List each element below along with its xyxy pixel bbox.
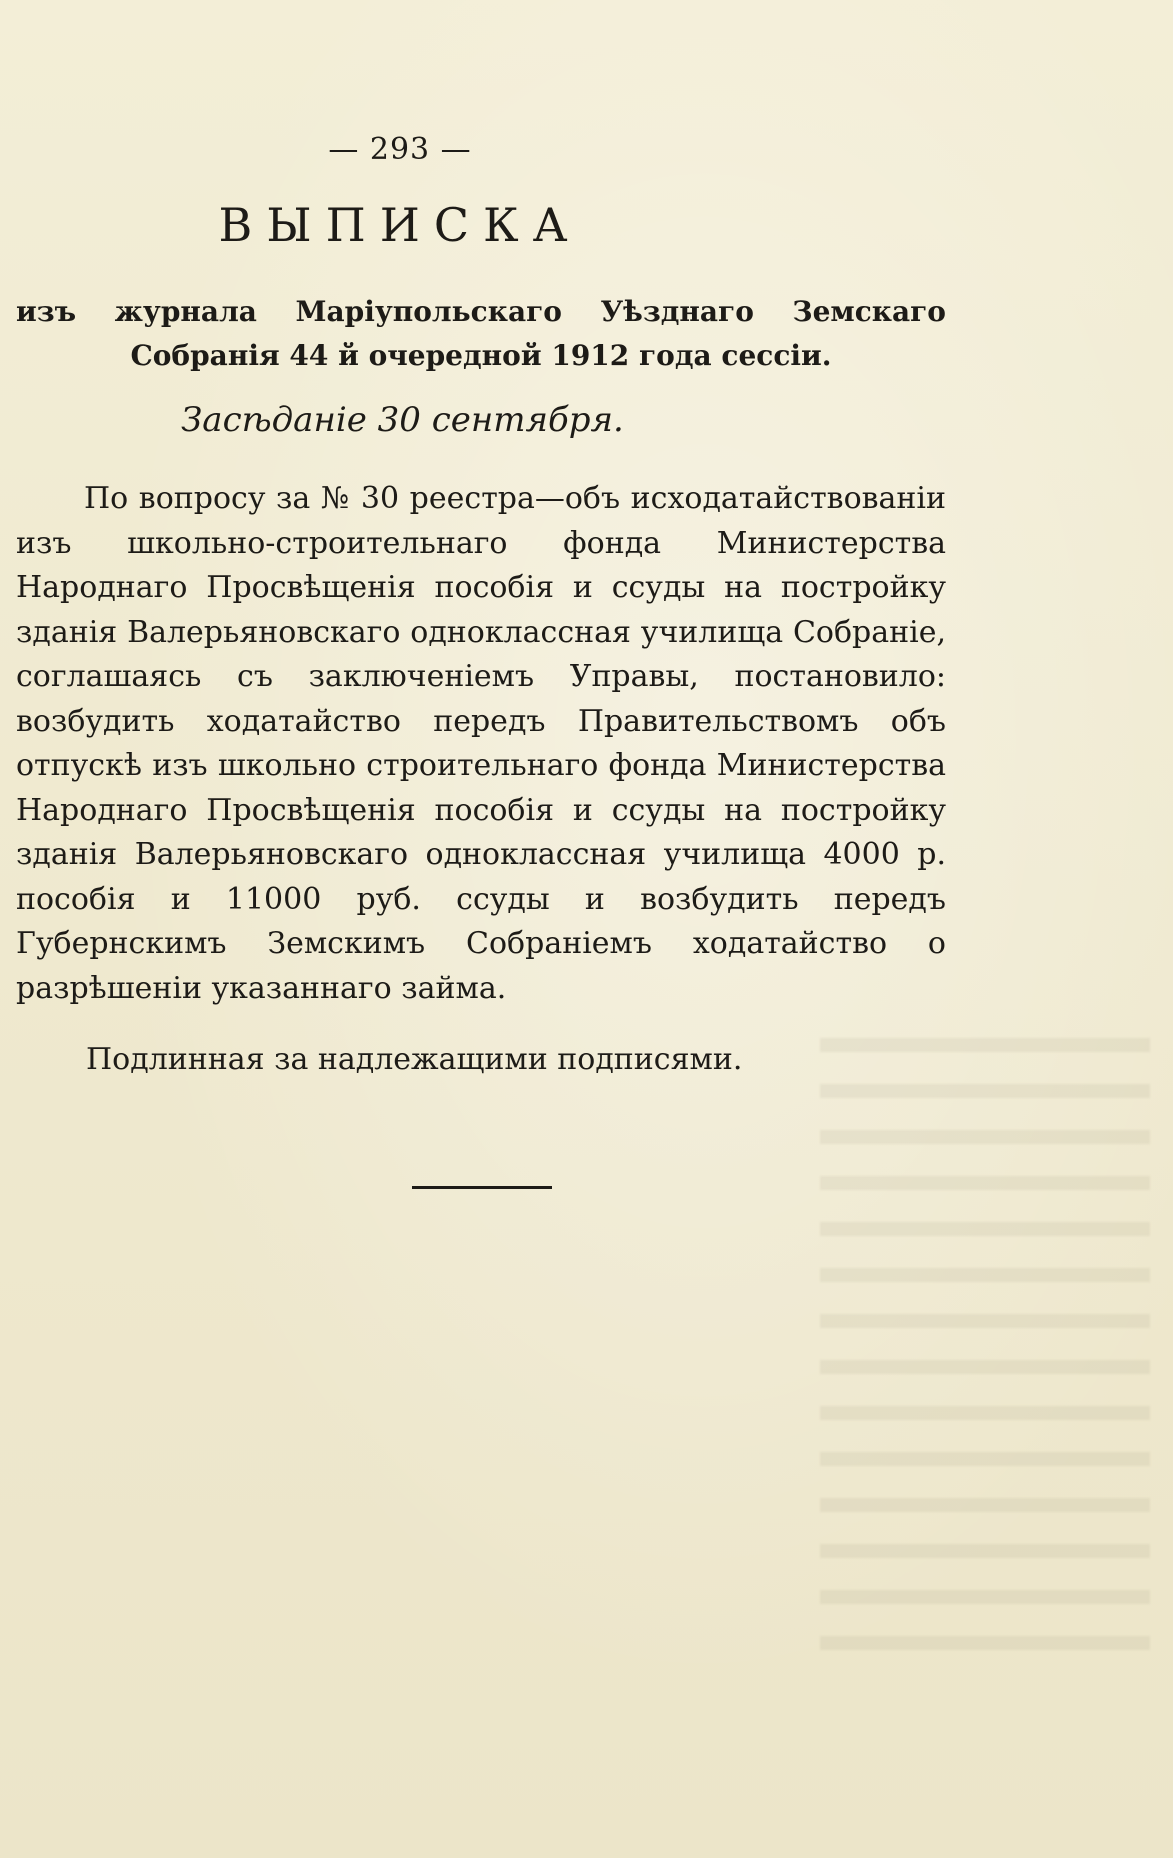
session-heading: Засѣданіе 30 сентября. bbox=[181, 400, 624, 440]
document-subtitle: изъ журнала Маріупольскаго Уѣзднаго Земскаго Собранія 44 й очередной 1912 года сессіи. bbox=[16, 295, 946, 372]
closing-line: Подлинная за надлежащими подписями. bbox=[86, 1042, 743, 1077]
page-number: — 293 — bbox=[328, 132, 472, 167]
bleed-through-texture bbox=[820, 1010, 1150, 1650]
document-title: ВЫПИСКА bbox=[218, 198, 582, 252]
resolution-paragraph: По вопросу за № 30 реестра—объ исходатайствованіи изъ школьно-строительнаго фонда Министерства Народнаго Просвѣщенія пособія и ссуды на постройку зданія Валерьяновскаго одноклассная училища Собраніе, соглашаясь съ заключеніемъ Управы, постановило: возбудить ходатайство передъ Правительствомъ объ отпускѣ изъ школьно строительнаго фонда Министерства Народнаго Просвѣщенія пособія и ссуды на постройку зданія Валерьяновскаго одноклассная училища 4000 р. пособія и 11000 руб. ссуды и возбудить передъ Губернскимъ Земскимъ Собраніемъ ходатайство о разрѣшеніи указаннаго займа. bbox=[16, 481, 946, 1006]
section-divider bbox=[412, 1186, 552, 1189]
